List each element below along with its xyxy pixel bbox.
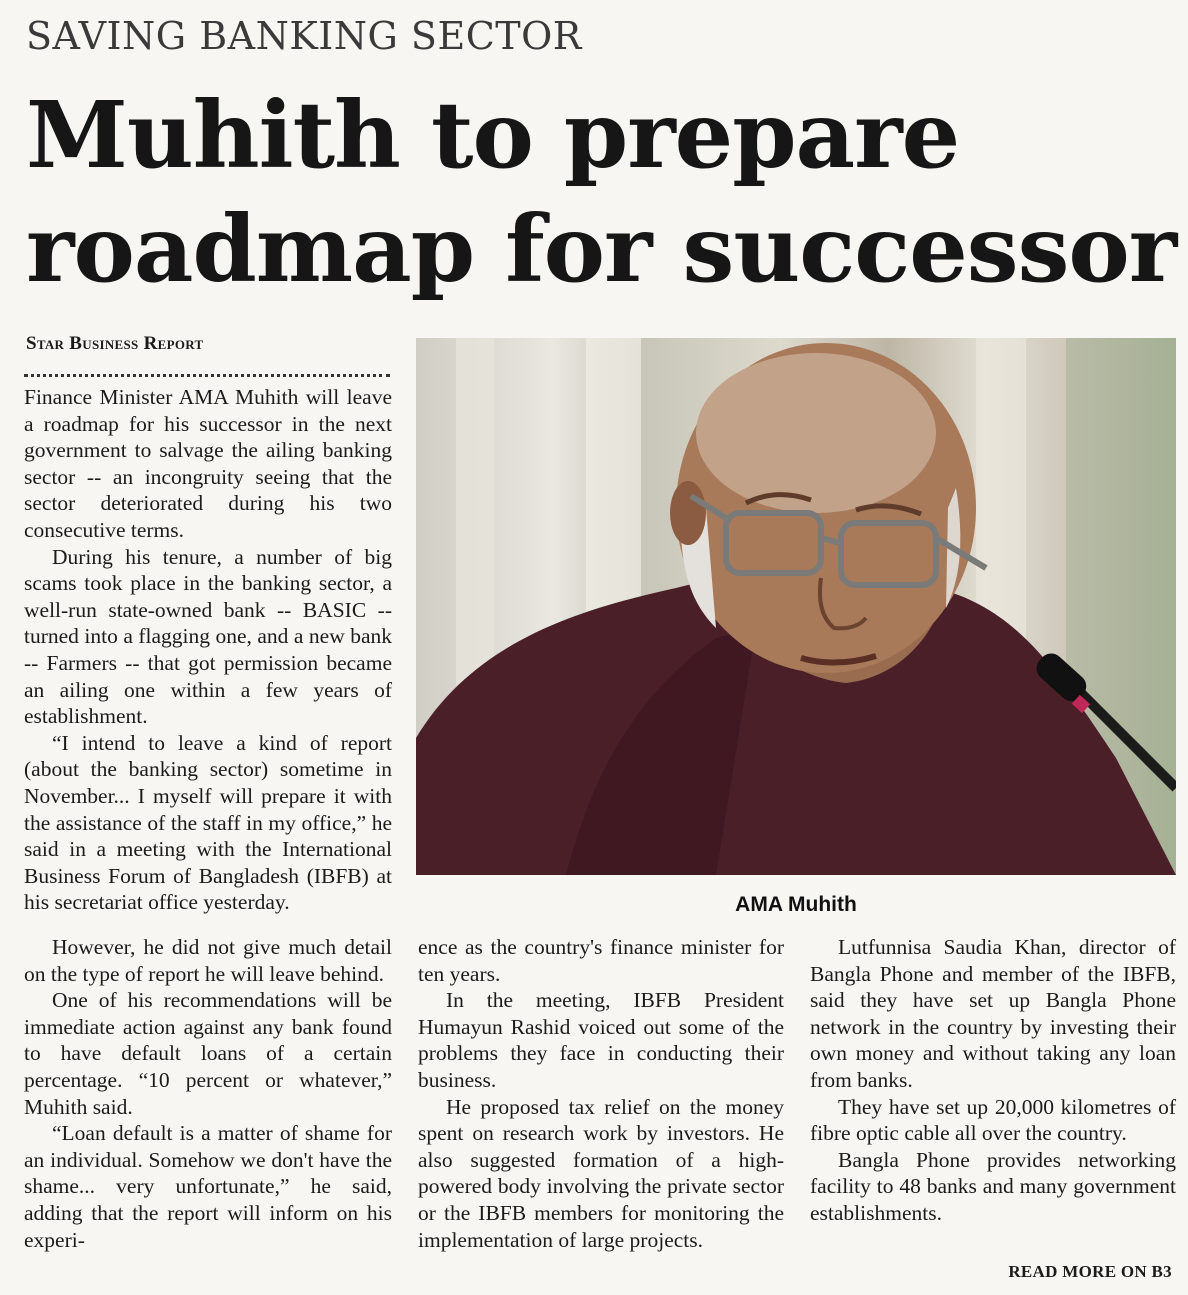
- paragraph: Lutfunnisa Saudia Khan, director of Bangla Phone and member of the IBFB, said they have set up Bangla Phone network in the country by investing their own money and without taking any loan from banks.: [810, 935, 1176, 1092]
- paragraph: Bangla Phone provides networking facility to 48 banks and many government establishments.: [810, 1147, 1176, 1225]
- headline-line-2: roadmap for successor: [26, 195, 1177, 303]
- article-photo: [416, 338, 1176, 875]
- paragraph: One of his recommendations will be immediate action against any bank found to have default loans of a certain percentage. “10 percent or whatever,” Muhith said.: [24, 988, 392, 1119]
- byline-divider: [24, 374, 390, 377]
- paragraph: Finance Minister AMA Muhith will leave a roadmap for his successor in the next government to salvage the ailing banking sector -- an incongruity seeing that the sector deteriorated during his two consecutive terms.: [24, 385, 392, 542]
- paragraph: ence as the country's finance minister for ten years.: [418, 935, 784, 986]
- portrait-illustration: [416, 338, 1176, 875]
- read-more-link[interactable]: READ MORE ON B3: [1008, 1262, 1172, 1281]
- paragraph: They have set up 20,000 kilometres of fibre optic cable all over the country.: [810, 1094, 1176, 1146]
- photo-caption: AMA Muhith: [735, 893, 857, 916]
- article-column-1-top: [24, 384, 392, 916]
- paragraph: “Loan default is a matter of shame for an individual. Somehow we don't have the shame... very unfortunate,” he said, adding that the report will inform on his experi-: [24, 1121, 392, 1252]
- article-column-3: [810, 934, 1176, 1227]
- paragraph: “I intend to leave a kind of report (about the banking sector) sometime in November... I myself will prepare it with the assistance of the staff in my office,” he said in a meeting with the International Business Forum of Bangladesh (IBFB) at his secretariat office yesterday.: [24, 730, 392, 915]
- headline: [26, 78, 1176, 306]
- paragraph: During his tenure, a number of big scams took place in the banking sector, a well-run state-owned bank -- BASIC -- turned into a flagging one, and a new bank -- Farmers -- that got permission became an ailing one within a few years of establishment.: [24, 544, 392, 729]
- paragraph: He proposed tax relief on the money spent on research work by investors. He also suggested formation of a high-powered body involving the private sector or the IBFB members for monitoring the implementation of large projects.: [418, 1094, 784, 1252]
- paragraph: In the meeting, IBFB President Humayun Rashid voiced out some of the problems they face in conducting their business.: [418, 988, 784, 1092]
- headline-line-1: Muhith to prepare: [26, 81, 960, 189]
- article-column-1-bottom: [24, 934, 392, 1253]
- paragraph: However, he did not give much detail on the type of report he will leave behind.: [24, 935, 392, 986]
- kicker: SAVING BANKING SECTOR: [26, 14, 582, 58]
- byline: Star Business Report: [26, 333, 204, 354]
- article-column-2: [418, 934, 784, 1253]
